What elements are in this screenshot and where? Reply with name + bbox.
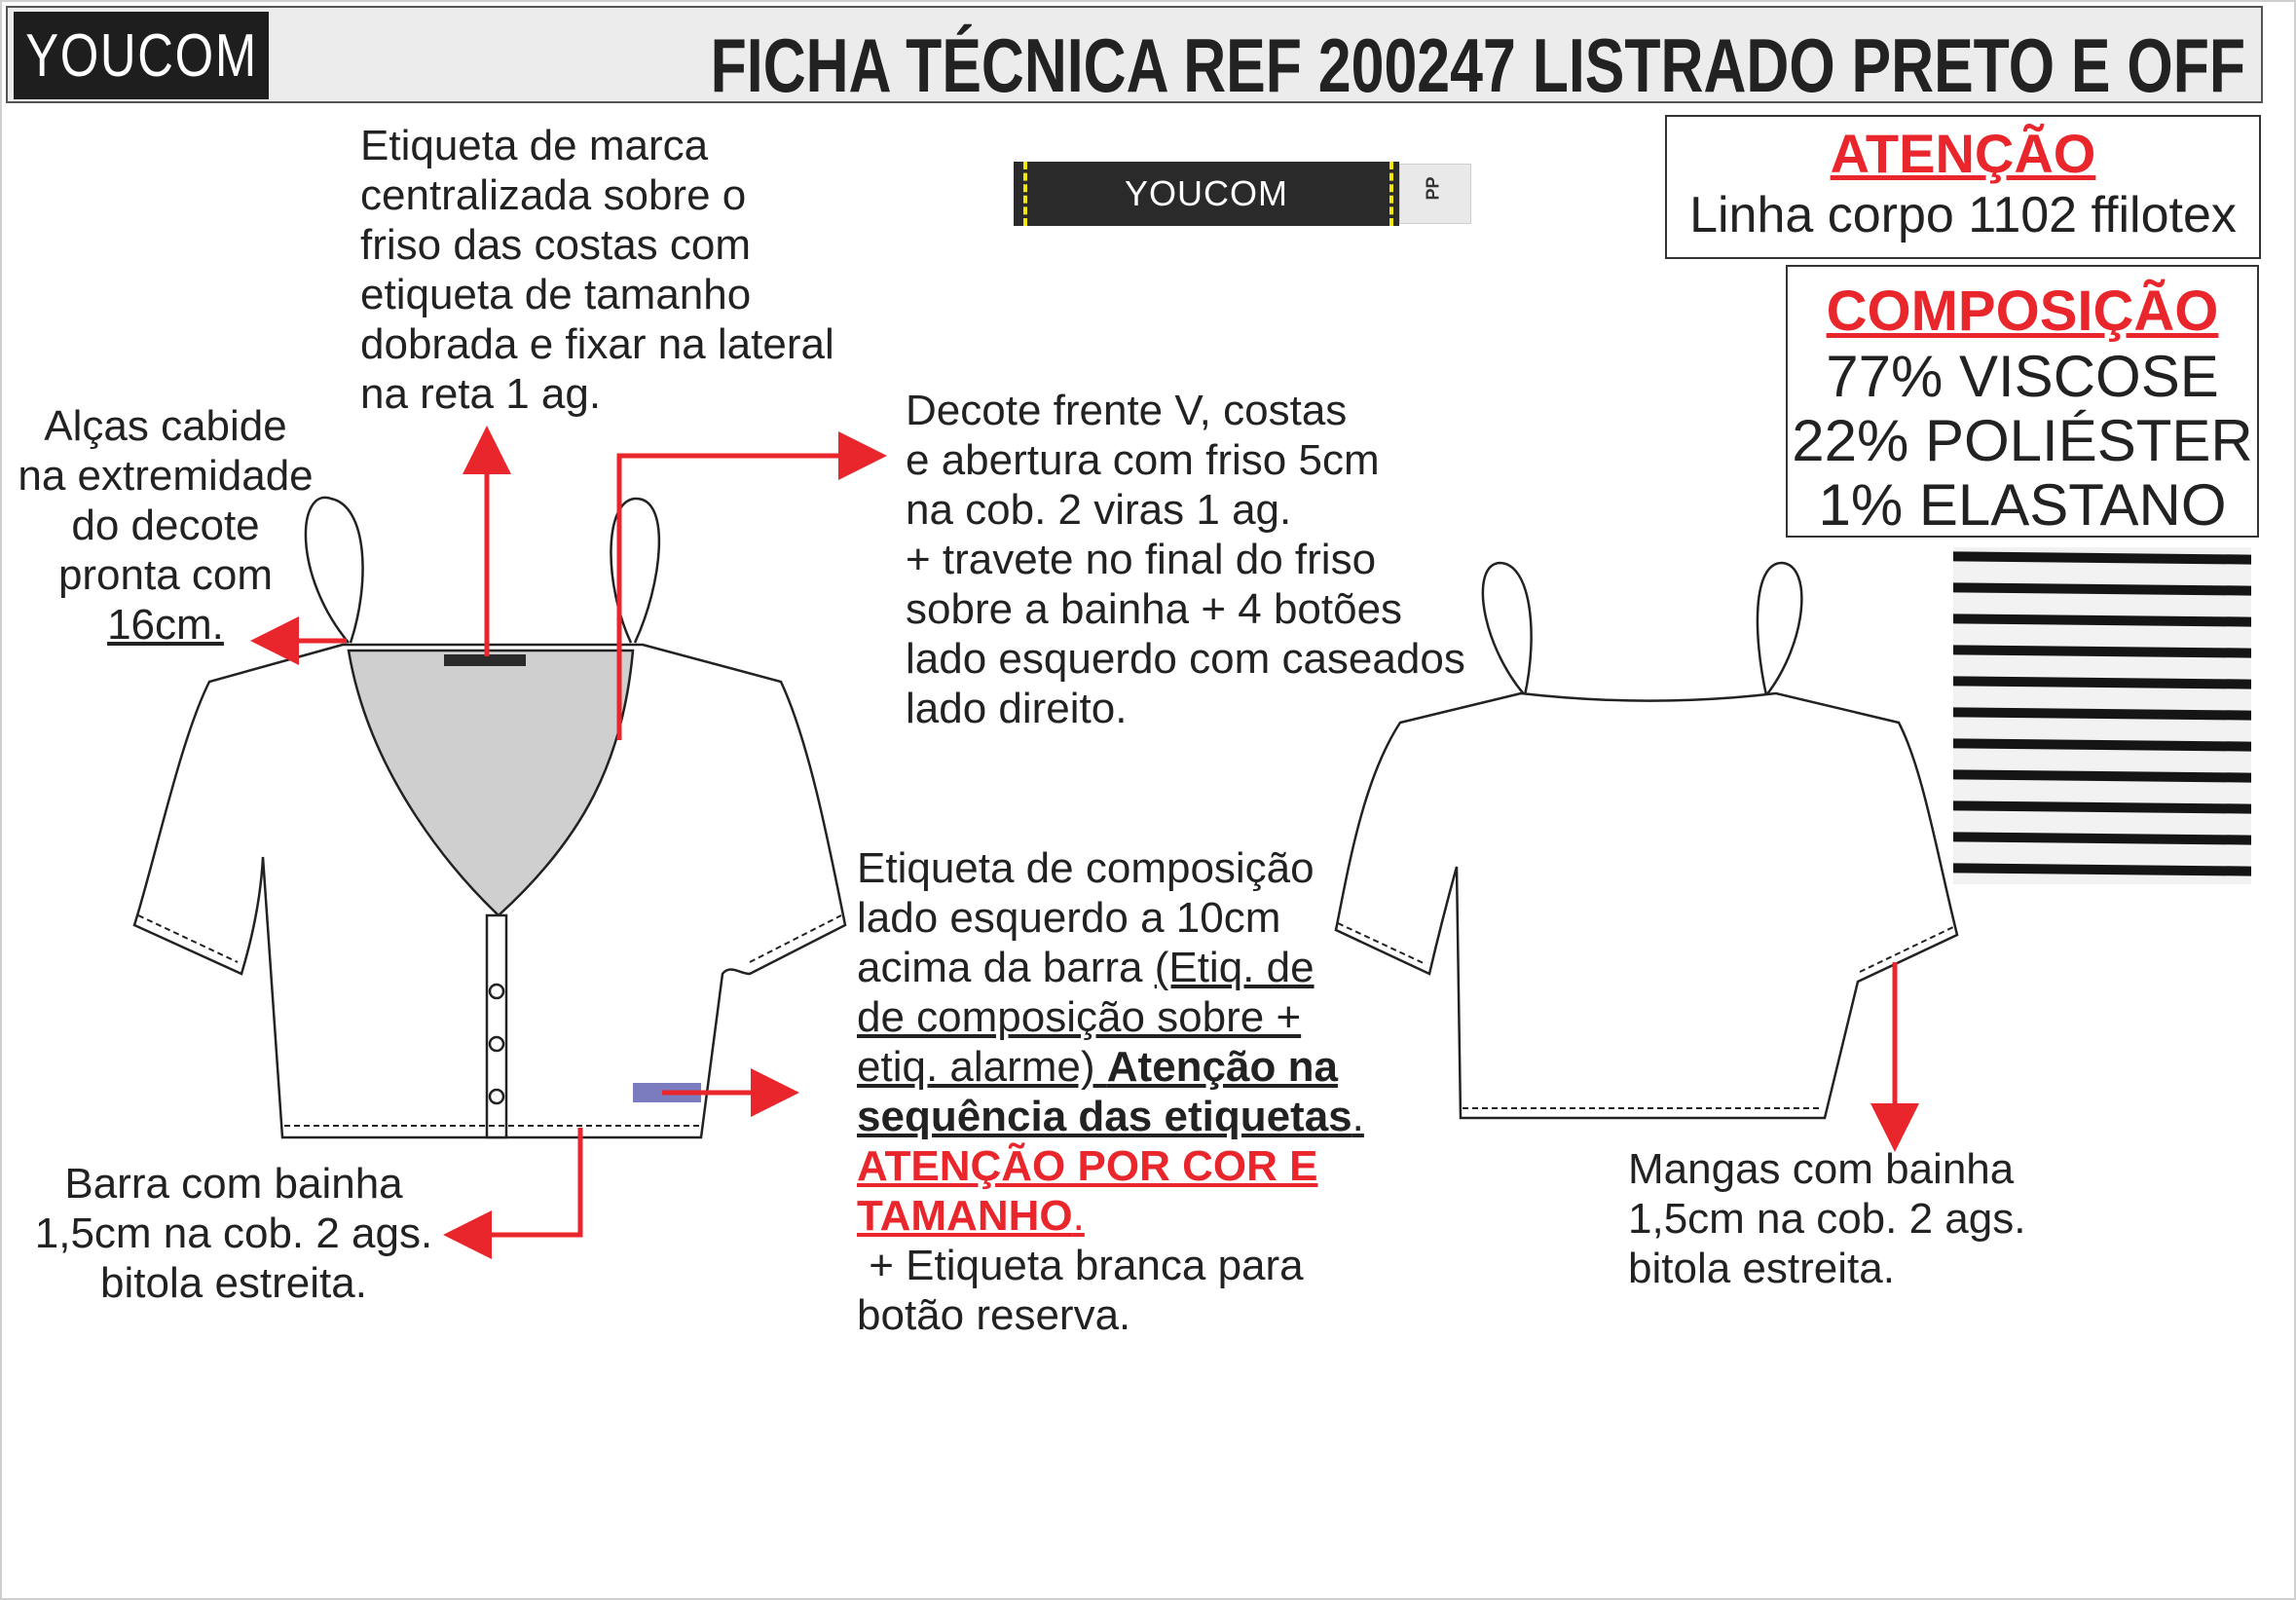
- note-line: lado esquerdo com caseados: [906, 635, 1465, 683]
- note-line: Etiqueta de composição: [857, 844, 1315, 892]
- note-line: friso das costas com: [360, 221, 752, 269]
- note-line: lado esquerdo a 10cm: [857, 894, 1281, 942]
- back-body: [1336, 693, 1957, 1118]
- brand-logo-text: YOUCOM: [24, 21, 258, 90]
- note-line: na extremidade: [18, 452, 314, 500]
- attention-heading: ATENÇÃO: [1830, 123, 2096, 184]
- sheet-title: FICHA TÉCNICA REF 200247 LISTRADO PRETO E OFF: [710, 22, 2245, 108]
- note-line: Decote frente V, costas: [906, 387, 1348, 434]
- note-line: [857, 1042, 1364, 1092]
- note-line: [857, 1092, 1364, 1141]
- note-brand-tag: [360, 121, 834, 419]
- note-line: na reta 1 ag.: [360, 370, 602, 418]
- note-line: pronta com: [57, 551, 274, 599]
- note-line: botão reserva.: [857, 1291, 1131, 1339]
- note-line: Etiqueta de marca: [360, 122, 709, 169]
- note-line: do decote: [71, 502, 260, 549]
- note-line: + Etiqueta branca para: [857, 1242, 1304, 1289]
- note-span: etiq. alarme): [857, 1043, 1107, 1091]
- note-line: 1,5cm na cob. 2 ags.: [1628, 1195, 2026, 1243]
- note-line: Barra com bainha: [64, 1160, 403, 1208]
- back-strap-left: [1483, 563, 1532, 695]
- note-span: .: [1352, 1093, 1364, 1140]
- note-line: + travete no final do friso: [906, 536, 1377, 583]
- note-straps: [10, 401, 321, 650]
- note-composition-tag: [857, 843, 1364, 1340]
- note-hem: [19, 1159, 448, 1308]
- note-line: bitola estreita.: [100, 1259, 367, 1307]
- note-span: Atenção na: [1106, 1043, 1338, 1091]
- button: [490, 985, 503, 998]
- note-neckline: [906, 386, 1465, 733]
- note-line: 1,5cm na cob. 2 ags.: [34, 1209, 433, 1257]
- composition-line: 77% VISCOSE: [1826, 344, 2219, 409]
- note-span: (Etiq. de: [1154, 944, 1315, 991]
- note-line: lado direito.: [906, 685, 1128, 732]
- note-line: de composição sobre +: [857, 993, 1302, 1041]
- note-span: acima da barra: [857, 944, 1155, 991]
- note-span: TAMANHO: [857, 1192, 1073, 1240]
- composition-line: 1% ELASTANO: [1818, 472, 2227, 538]
- note-line: ATENÇÃO POR COR E: [857, 1142, 1318, 1190]
- attention-text: Linha corpo 1102 ffilotex: [1689, 187, 2237, 243]
- brand-label-logo: YOUCOM: [1125, 173, 1288, 213]
- back-strap-right: [1758, 563, 1801, 695]
- note-span: .: [1072, 1192, 1085, 1240]
- note-line: sobre a bainha + 4 botões: [906, 585, 1403, 633]
- note-line: 16cm.: [107, 601, 224, 649]
- composition-heading: COMPOSIÇÃO: [1826, 279, 2219, 343]
- note-line: Alças cabide: [44, 402, 287, 450]
- note-line: e abertura com friso 5cm: [906, 436, 1380, 484]
- button: [490, 1037, 503, 1051]
- note-line: na cob. 2 viras 1 ag.: [906, 486, 1292, 534]
- size-label-text: PP: [1423, 176, 1443, 201]
- note-line: [857, 943, 1364, 992]
- composition-line: 22% POLIÉSTER: [1792, 408, 2253, 473]
- button: [490, 1090, 503, 1103]
- note-line: [857, 1191, 1364, 1241]
- arrow-hem: [458, 1128, 580, 1235]
- note-sleeves: [1628, 1144, 2025, 1293]
- note-line: etiqueta de tamanho: [360, 271, 752, 318]
- note-line: centralizada sobre o: [360, 171, 747, 219]
- note-span: sequência das etiquetas: [857, 1093, 1352, 1140]
- note-line: dobrada e fixar na lateral: [360, 320, 834, 368]
- note-line: bitola estreita.: [1628, 1245, 1895, 1292]
- note-line: Mangas com bainha: [1628, 1145, 2015, 1193]
